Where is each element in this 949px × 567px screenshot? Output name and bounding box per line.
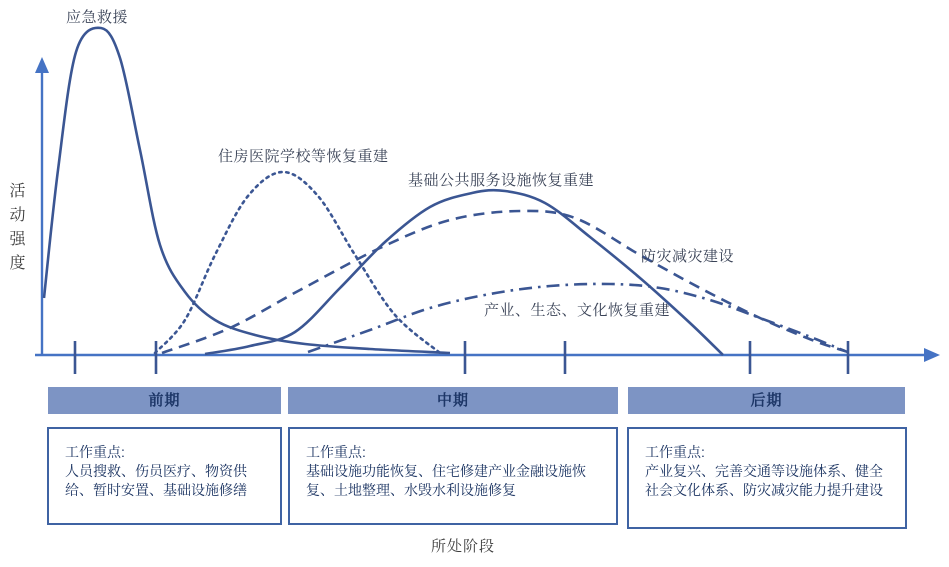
curve-2 xyxy=(205,190,723,355)
x-axis-label: 所处阶段 xyxy=(430,538,495,555)
curve-3 xyxy=(162,211,848,353)
curve-label-disaster-prevention-construction: 防灾减灾建设 xyxy=(641,248,735,265)
focus-box-middle xyxy=(288,427,618,525)
phase-header-early: 前期 xyxy=(48,387,281,414)
y-axis-arrow-icon xyxy=(35,57,49,73)
curve-label-housing-hospital-school-rebuild: 住房医院学校等恢复重建 xyxy=(218,148,389,165)
curve-1 xyxy=(155,172,440,353)
phase-header-middle: 中期 xyxy=(288,387,618,414)
x-axis-arrow-icon xyxy=(924,348,940,362)
phase-header-late: 后期 xyxy=(628,387,905,414)
focus-body: 产业复兴、完善交通等设施体系、健全社会文化体系、防灾减灾能力提升建设 xyxy=(645,463,883,498)
focus-title: 工作重点: xyxy=(645,444,705,460)
y-axis-label: 活动强度 xyxy=(7,182,24,278)
focus-box-late xyxy=(627,427,907,529)
curve-label-industry-ecology-culture-rebuild: 产业、生态、文化恢复重建 xyxy=(484,302,671,319)
focus-box-early xyxy=(47,427,282,525)
curve-label-public-service-facilities-rebuild: 基础公共服务设施恢复重建 xyxy=(408,172,595,189)
focus-title: 工作重点: xyxy=(306,444,366,460)
curve-label-emergency-rescue: 应急救援 xyxy=(66,9,129,26)
focus-title: 工作重点: xyxy=(65,444,125,460)
focus-body: 人员搜救、伤员医疗、物资供给、暂时安置、基础设施修缮 xyxy=(65,463,247,498)
focus-body: 基础设施功能恢复、住宅修建产业金融设施恢复、土地整理、水毁水利设施修复 xyxy=(306,463,586,498)
curve-0 xyxy=(44,28,450,353)
